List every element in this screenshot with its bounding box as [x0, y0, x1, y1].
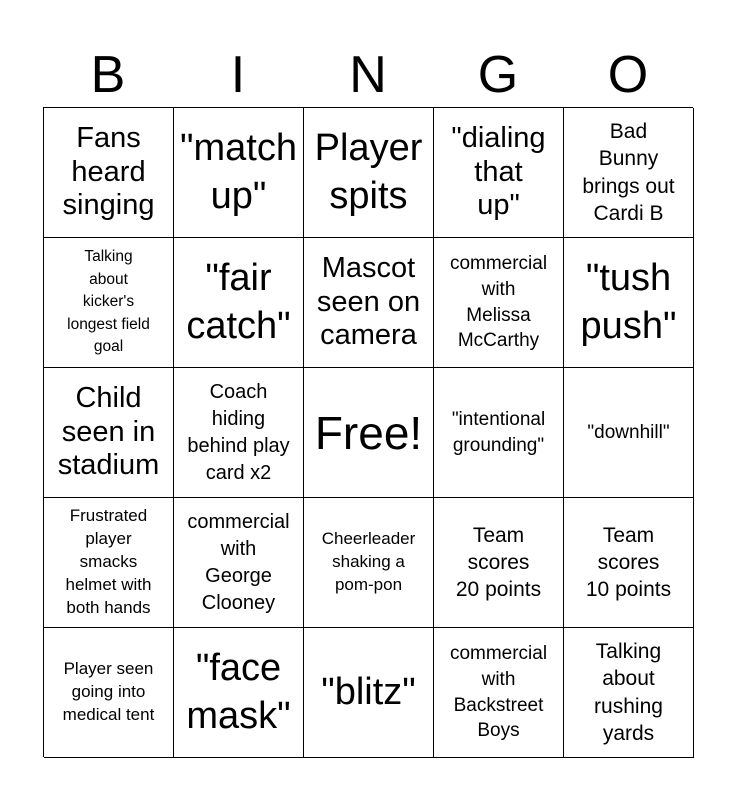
cell-label: Bad Bunny brings out Cardi B [582, 119, 675, 225]
cell-label: "tush push" [580, 257, 677, 347]
cell-label: commercial with George Clooney [187, 510, 290, 614]
bingo-cell[interactable] [564, 368, 694, 498]
bingo-cell[interactable] [564, 628, 694, 758]
bingo-cell[interactable] [434, 108, 564, 238]
cell-label: Talking about rushing yards [594, 639, 663, 745]
cell-label: Child seen in stadium [57, 381, 160, 482]
bingo-cell[interactable] [174, 498, 304, 628]
bingo-cell[interactable] [564, 108, 694, 238]
cell-label: "fair catch" [186, 257, 291, 347]
cell-label: "intentional grounding" [451, 408, 546, 456]
bingo-cell[interactable] [304, 628, 434, 758]
bingo-cell[interactable] [174, 238, 304, 368]
cell-label: commercial with Melissa McCarthy [449, 253, 548, 352]
bingo-header [43, 45, 693, 105]
bingo-cell[interactable] [564, 238, 694, 368]
bingo-cell[interactable] [304, 368, 434, 498]
bingo-cell[interactable] [304, 238, 434, 368]
cell-label: Team scores 20 points [455, 523, 542, 602]
bingo-cell[interactable] [174, 108, 304, 238]
bingo-cell[interactable] [44, 368, 174, 498]
cell-label: commercial with Backstreet Boys [449, 643, 548, 742]
cell-label: "face mask" [186, 647, 291, 737]
free-space-label: Free! [314, 406, 423, 459]
cell-label: Player spits [314, 127, 423, 217]
bingo-cell[interactable] [434, 238, 564, 368]
bingo-cell[interactable] [564, 498, 694, 628]
bingo-cell[interactable] [434, 368, 564, 498]
bingo-cell[interactable] [434, 628, 564, 758]
header-letter-o: O [607, 46, 649, 104]
bingo-cell[interactable] [304, 108, 434, 238]
cell-label: Frustrated player smacks helmet with both hands [65, 506, 152, 617]
cell-label: "blitz" [321, 670, 416, 713]
cell-label: "downhill" [587, 421, 670, 443]
bingo-board [43, 107, 693, 757]
cell-label: Coach hiding behind play card x2 [187, 380, 290, 484]
header-letter-b: B [90, 46, 126, 104]
cell-label: Fans heard singing [62, 121, 155, 222]
bingo-cell[interactable] [44, 498, 174, 628]
cell-label: Team scores 10 points [585, 523, 672, 602]
header-letter-i: I [230, 46, 246, 104]
cell-label: "dialing that up" [451, 121, 546, 222]
bingo-cell[interactable] [174, 628, 304, 758]
cell-label: "match up" [180, 127, 297, 217]
cell-label: Talking about kicker's longest field goal [67, 248, 150, 356]
header-letter-g: G [477, 46, 519, 104]
cell-label: Cheerleader shaking a pom-pon [321, 529, 416, 594]
bingo-cell[interactable] [44, 238, 174, 368]
bingo-cell[interactable] [304, 498, 434, 628]
bingo-cell[interactable] [174, 368, 304, 498]
bingo-cell[interactable] [44, 108, 174, 238]
header-letter-n: N [349, 46, 387, 104]
bingo-cell[interactable] [434, 498, 564, 628]
bingo-cell[interactable] [44, 628, 174, 758]
cell-label: Mascot seen on camera [316, 251, 421, 352]
cell-label: Player seen going into medical tent [62, 659, 155, 724]
